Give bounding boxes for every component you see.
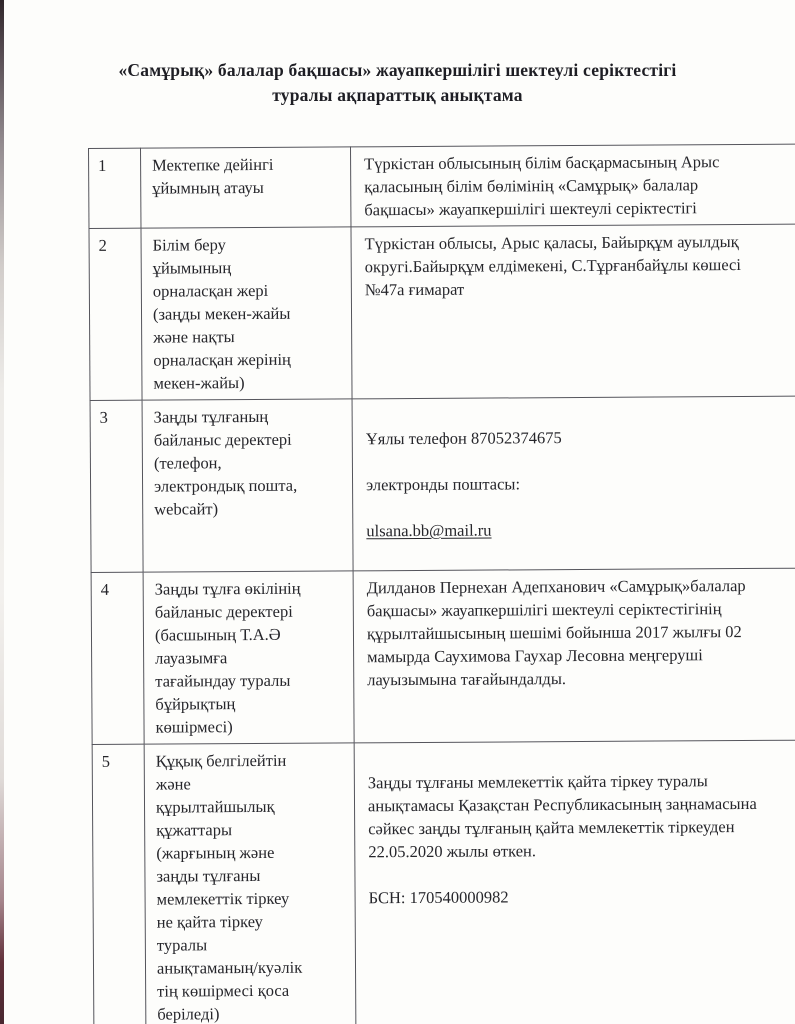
phone-line: Ұялы телефон 87052374675	[365, 428, 562, 449]
row-value-founding-documents	[354, 740, 795, 1024]
document-title	[0, 58, 795, 108]
row-number: 3	[90, 400, 143, 572]
table-row-4	[91, 568, 795, 745]
table-row-3	[90, 396, 795, 573]
row-number: 5	[92, 744, 146, 1024]
row-label-founding-documents: Құқық белгілейтін және құрылтайшылық құжаттары (жарғының және заңды тұлғаны мемлекеттік тіркеу не қайта тіркеу туралы анықтаманың/куәлік тің көшірмесі қоса беріледі)	[144, 743, 356, 1024]
row-value-representative: Дилданов Пернехан Адепханович «Самұрық»балалар бақшасы» жауапкершілігі шектеулі серіктестігінің құрылтайшысының шешімі бойынша 2017 жылғы 02 мамырда Саухимова Гаухар Лесовна меңгеруші лауызымына тағайындалды.	[353, 568, 795, 743]
email-label-line: электронды поштасы:	[366, 474, 521, 495]
row-number: 4	[91, 572, 144, 744]
row-value-contacts	[352, 396, 795, 571]
row-label-contacts: Заңды тұлғаның байланыс деректері (телефон, электрондық пошта, webсайт)	[142, 399, 353, 572]
row-label-location: Білім беру ұйымының орналасқан жері (заңды мекен-жайы және нақты орналасқан жерінің мекен-жайы)	[141, 227, 352, 400]
email-address: ulsana.bb@mail.ru	[366, 520, 492, 541]
row-number: 2	[89, 228, 142, 400]
row-value-location: Түркістан облысы, Арыс қаласы, Байырқұм ауылдық округі.Байырқұм елдімекені, С.Тұрғанбайұлы көшесі №47а ғимарат	[351, 224, 795, 399]
table-row-5	[92, 740, 795, 1024]
row-value-preschool-name: Түркістан облысының білім басқармасының Арыс қаласының білім бөлімінің «Самұрық» балалар бақшасы» жауапкершілігі шектеулі серіктестігі	[350, 144, 795, 227]
row-label-representative: Заңды тұлға өкілінің байланыс деректері (басшының Т.А.Ә лауазымға тағайындау туралы бұйрықтың көшірмесі)	[143, 571, 354, 744]
document-title-line2: туралы ақпараттық анықтама	[272, 85, 523, 105]
table-row-1	[89, 144, 795, 229]
registration-text: Заңды тұлғаны мемлекеттік қайта тіркеу туралы анықтамасы Қазақстан Республикасының заңнамасына сәйкес заңды тұлғаның қайта мемлекеттік тіркеуден 22.05.2020 жылы өткен.	[367, 771, 757, 862]
document-title-line1: «Самұрық» балалар бақшасы» жауапкершілігі шектеулі серіктестігі	[118, 60, 677, 80]
info-table	[88, 143, 795, 1024]
table-row-2	[89, 224, 795, 401]
scan-edge-artifact	[0, 0, 4, 1024]
row-number: 1	[89, 148, 141, 228]
bsn-line: БСН: 170540000982	[368, 887, 509, 908]
row-label-preschool-name: Мектепке дейінгі ұйымның атауы	[141, 147, 351, 228]
